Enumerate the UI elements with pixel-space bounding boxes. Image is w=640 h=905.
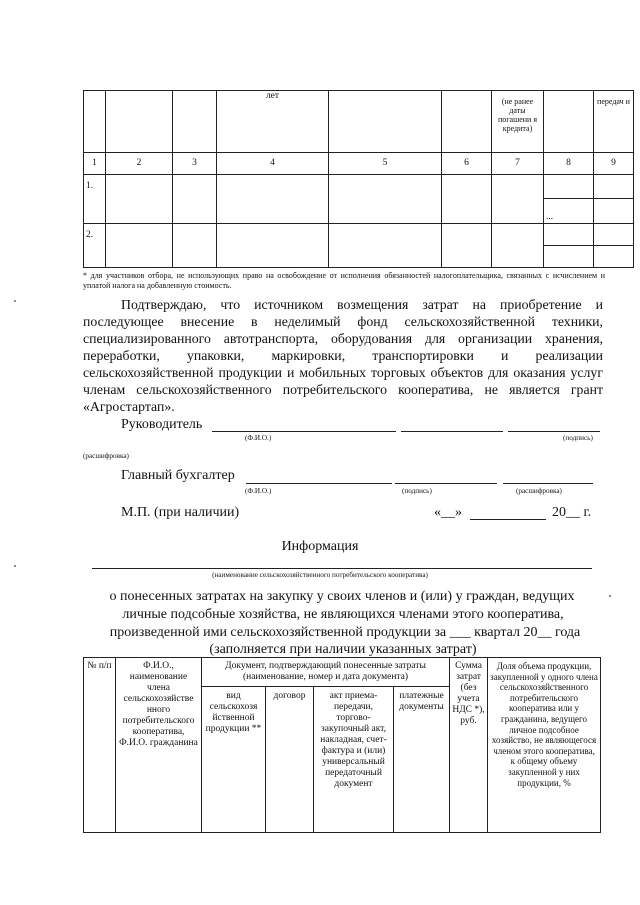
cell [173,175,217,224]
stamp-label: М.П. (при наличии) [121,505,240,520]
header-contract: договор [266,687,314,833]
col-number: 9 [594,153,634,175]
col-number: 2 [106,153,173,175]
info-title: Информация [281,539,359,554]
cell [217,224,329,268]
cell [329,91,442,153]
head-signature-caption: (подпись) [563,434,593,442]
col-number: 8 [544,153,594,175]
cell [173,91,217,153]
cell [173,224,217,268]
cell-ellipsis: ... [544,199,594,224]
cell [594,199,634,224]
accountant-signature-line [395,483,497,484]
cell [106,224,173,268]
cell [442,91,492,153]
footnote: * для участников отбора, не использующих право на освобождение от исполнения обязанностей налогоплательщика, связанных с исчислением и уплатой налога на добавленную стоимость. [83,271,605,290]
row-number: 1. [84,175,106,224]
col-number: 1 [84,153,106,175]
cell [217,175,329,224]
header-name: Ф.И.О., наименование члена сельскохозяйстве нного потребительского кооператива, Ф.И.О. гражданина [116,658,202,833]
confirmation-paragraph: Подтверждаю, что источником возмещения затрат на приобретение и последующее внесение в неделимый фонд сельскохозяйственной техники, специализированного автотранспорта, оборудования для организации хранения, переработки, упаковки, маркировки, транспортировки и реализации сельскохозяйственной продукции и мобильных торговых объектов для оказания услуг членам сельскохозяйственного потребительского кооператива, не является грант «Агростартап». [83,297,603,414]
cell [106,91,173,153]
header-share: Доля объема продукции, закупленной у одного члена сельскохозяйственного потребительского кооператива или у гражданина, ведущего личное подсобное хозяйство, не являющегося членом этого кооператива, к общему объему закупленной у них продукции, % [488,658,601,833]
col-number: 3 [173,153,217,175]
head-decoding-line [508,431,600,432]
accountant-decoding-caption: (расшифровка) [516,487,562,495]
org-name-line [92,568,592,569]
cell [594,246,634,268]
scan-dot [14,300,16,302]
cell [594,175,634,199]
cell [544,175,594,199]
cell [84,91,106,153]
row-number: 2. [84,224,106,268]
cell-years: лет [217,91,329,153]
cell [544,91,594,153]
bottom-table [83,657,601,833]
scan-dot [14,565,16,567]
cell [442,224,492,268]
accountant-fio-line [246,483,392,484]
head-fio-line [212,431,396,432]
header-document-group: Документ, подтверждающий понесенные затраты (наименование, номер и дата документа) [202,658,450,687]
header-sum: Сумма затрат (без учета НДС *), руб. [450,658,488,833]
head-label: Руководитель [121,417,203,432]
header-payments: платежные документы [394,687,450,833]
cell [106,175,173,224]
cell [594,224,634,246]
cell [544,246,594,268]
cell-transfer: передач и [594,91,634,153]
date-month-line [470,519,546,520]
info-line-3: произведенной ими сельскохозяйственной продукции за ___ квартал 20__ года [109,625,581,640]
accountant-decoding-line [503,483,593,484]
org-name-caption: (наименование сельскохозяйственного потребительского кооператива) [212,571,428,579]
col-number: 4 [217,153,329,175]
date-year: 20__ г. [552,505,592,520]
top-table [83,90,634,268]
info-line-4: (заполняется при наличии указанных затрат) [209,642,477,657]
header-acts: акт приема-передачи, торгово-закупочный акт, накладная, счет-фактура и (или) универсальный передаточный документ [314,687,394,833]
cell-repayment: (не ранее даты погашени я кредита) [492,91,544,153]
accountant-signature-caption: (подпись) [402,487,432,495]
cell [492,224,544,268]
cell [442,175,492,224]
head-signature-line [401,431,503,432]
cell [329,224,442,268]
cell [544,224,594,246]
header-product-type: вид сельскохозя йственной продукции ** [202,687,266,833]
date-day: «__» [434,505,462,520]
accountant-fio-caption: (Ф.И.О.) [245,487,272,495]
info-line-1: о понесенных затратах на закупку у своих членов и (или) у граждан, ведущих [109,589,575,604]
head-fio-caption: (Ф.И.О.) [245,434,272,442]
head-decoding-caption: (расшифровка) [83,452,129,460]
accountant-label: Главный бухгалтер [121,468,235,483]
header-number: № п/п [84,658,116,833]
col-number: 6 [442,153,492,175]
cell [329,175,442,224]
info-line-2: личные подсобные хозяйства, не являющихся членами этого кооператива, [122,607,564,622]
cell [492,175,544,224]
col-number: 7 [492,153,544,175]
col-number: 5 [329,153,442,175]
